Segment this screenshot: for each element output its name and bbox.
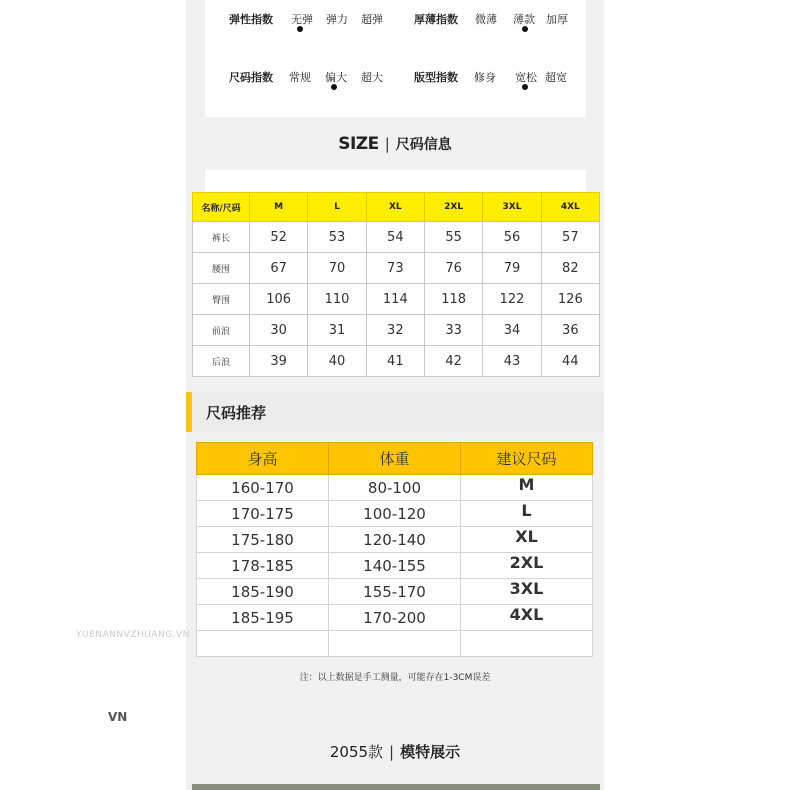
silhouette-option: 修身 <box>474 71 496 84</box>
table-cell: 67 <box>250 253 308 284</box>
height-cell: 185-195 <box>197 605 329 631</box>
fit-size-option: 常规 <box>289 71 311 84</box>
thickness-label: 厚薄指数 <box>414 13 458 26</box>
index-card <box>205 0 586 117</box>
table-cell: 31 <box>308 315 366 346</box>
model-heading <box>0 741 790 762</box>
model-title: 模特展示 <box>400 743 461 761</box>
height-cell: 178-185 <box>197 553 329 579</box>
header-cell: 4XL <box>541 193 599 222</box>
table-row <box>197 475 593 501</box>
silhouette-label: 版型指数 <box>414 71 458 84</box>
divider-strip <box>205 170 586 192</box>
elasticity-option: 无弹 <box>291 13 313 26</box>
table-row <box>193 284 600 315</box>
table-cell: 36 <box>541 315 599 346</box>
watermark-text: YUENANNVZHUANG.VN <box>76 630 190 640</box>
header-cell: 3XL <box>483 193 541 222</box>
size-heading <box>0 134 790 154</box>
model-photo-edge <box>192 784 600 790</box>
recommend-title: 尺码推荐 <box>206 404 267 422</box>
header-cell: 体重 <box>329 443 461 475</box>
row-label: 后浪 <box>193 346 250 377</box>
table-cell: 41 <box>366 346 424 377</box>
table-cell: 57 <box>541 222 599 253</box>
recommend-table <box>196 442 593 657</box>
height-cell: 185-190 <box>197 579 329 605</box>
accent-bar <box>186 392 192 432</box>
height-cell: 175-180 <box>197 527 329 553</box>
size-title-separator: | <box>384 135 390 153</box>
table-cell: 33 <box>424 315 482 346</box>
table-cell: 55 <box>424 222 482 253</box>
elasticity-indicator-dot <box>297 26 303 32</box>
watermark-logo: VN <box>108 710 128 724</box>
table-cell: 56 <box>483 222 541 253</box>
table-cell: 40 <box>308 346 366 377</box>
table-cell: 122 <box>483 284 541 315</box>
table-cell: 30 <box>250 315 308 346</box>
table-cell: 73 <box>366 253 424 284</box>
row-label: 前浪 <box>193 315 250 346</box>
size-title-en: SIZE <box>338 134 379 154</box>
elasticity-option: 弹力 <box>326 13 348 26</box>
size-table <box>192 192 600 377</box>
model-code: 2055款 <box>329 743 384 761</box>
size-table-header-row <box>193 193 600 222</box>
table-cell: 114 <box>366 284 424 315</box>
table-cell: 82 <box>541 253 599 284</box>
height-cell <box>197 631 329 657</box>
table-cell: 70 <box>308 253 366 284</box>
table-row <box>197 527 593 553</box>
table-row <box>197 579 593 605</box>
header-cell: XL <box>366 193 424 222</box>
table-cell: 52 <box>250 222 308 253</box>
fit-size-indicator-dot <box>331 84 337 90</box>
measurement-note: 注：以上数据是手工测量，可能存在1-3CM误差 <box>299 673 491 683</box>
table-cell: 53 <box>308 222 366 253</box>
weight-cell: 80-100 <box>329 475 461 501</box>
model-separator: | <box>389 743 395 761</box>
silhouette-option: 超宽 <box>545 71 567 84</box>
size-cell: 4XL <box>461 605 593 631</box>
thickness-indicator-dot <box>522 26 528 32</box>
weight-cell <box>329 631 461 657</box>
table-cell: 126 <box>541 284 599 315</box>
table-row <box>193 253 600 284</box>
weight-cell: 170-200 <box>329 605 461 631</box>
table-cell: 42 <box>424 346 482 377</box>
size-cell: 3XL <box>461 579 593 605</box>
elasticity-label: 弹性指数 <box>229 13 273 26</box>
size-cell: XL <box>461 527 593 553</box>
elasticity-option: 超弹 <box>361 13 383 26</box>
fit-size-option: 偏大 <box>325 71 347 84</box>
header-cell: 2XL <box>424 193 482 222</box>
row-label: 臀围 <box>193 284 250 315</box>
table-row <box>197 553 593 579</box>
size-cell: L <box>461 501 593 527</box>
row-label: 腰围 <box>193 253 250 284</box>
table-cell: 106 <box>250 284 308 315</box>
recommend-header-row <box>197 443 593 475</box>
table-cell: 110 <box>308 284 366 315</box>
weight-cell: 100-120 <box>329 501 461 527</box>
header-cell: 身高 <box>197 443 329 475</box>
weight-cell: 155-170 <box>329 579 461 605</box>
row-label: 裤长 <box>193 222 250 253</box>
thickness-option: 薄款 <box>513 13 535 26</box>
header-cell: M <box>250 193 308 222</box>
header-cell: 建议尺码 <box>461 443 593 475</box>
fit-size-option: 超大 <box>361 71 383 84</box>
size-cell <box>461 631 593 657</box>
thickness-option: 微薄 <box>475 13 497 26</box>
table-cell: 34 <box>483 315 541 346</box>
table-cell: 32 <box>366 315 424 346</box>
table-cell: 76 <box>424 253 482 284</box>
size-title-zh: 尺码信息 <box>395 137 452 153</box>
weight-cell: 140-155 <box>329 553 461 579</box>
height-cell: 170-175 <box>197 501 329 527</box>
table-row <box>193 346 600 377</box>
header-cell: L <box>308 193 366 222</box>
weight-cell: 120-140 <box>329 527 461 553</box>
recommend-section-header <box>186 392 604 432</box>
silhouette-indicator-dot <box>522 84 528 90</box>
thickness-option: 加厚 <box>546 13 568 26</box>
height-cell: 160-170 <box>197 475 329 501</box>
table-row <box>193 315 600 346</box>
table-row <box>193 222 600 253</box>
fit-size-label: 尺码指数 <box>229 71 273 84</box>
size-cell: M <box>461 475 593 501</box>
table-cell: 54 <box>366 222 424 253</box>
table-cell: 39 <box>250 346 308 377</box>
table-cell: 43 <box>483 346 541 377</box>
table-row <box>197 501 593 527</box>
header-cell: 名称/尺码 <box>193 193 250 222</box>
silhouette-option: 宽松 <box>515 71 537 84</box>
table-cell: 79 <box>483 253 541 284</box>
table-cell: 44 <box>541 346 599 377</box>
table-row <box>197 605 593 631</box>
table-cell: 118 <box>424 284 482 315</box>
table-row-empty <box>197 631 593 657</box>
size-cell: 2XL <box>461 553 593 579</box>
